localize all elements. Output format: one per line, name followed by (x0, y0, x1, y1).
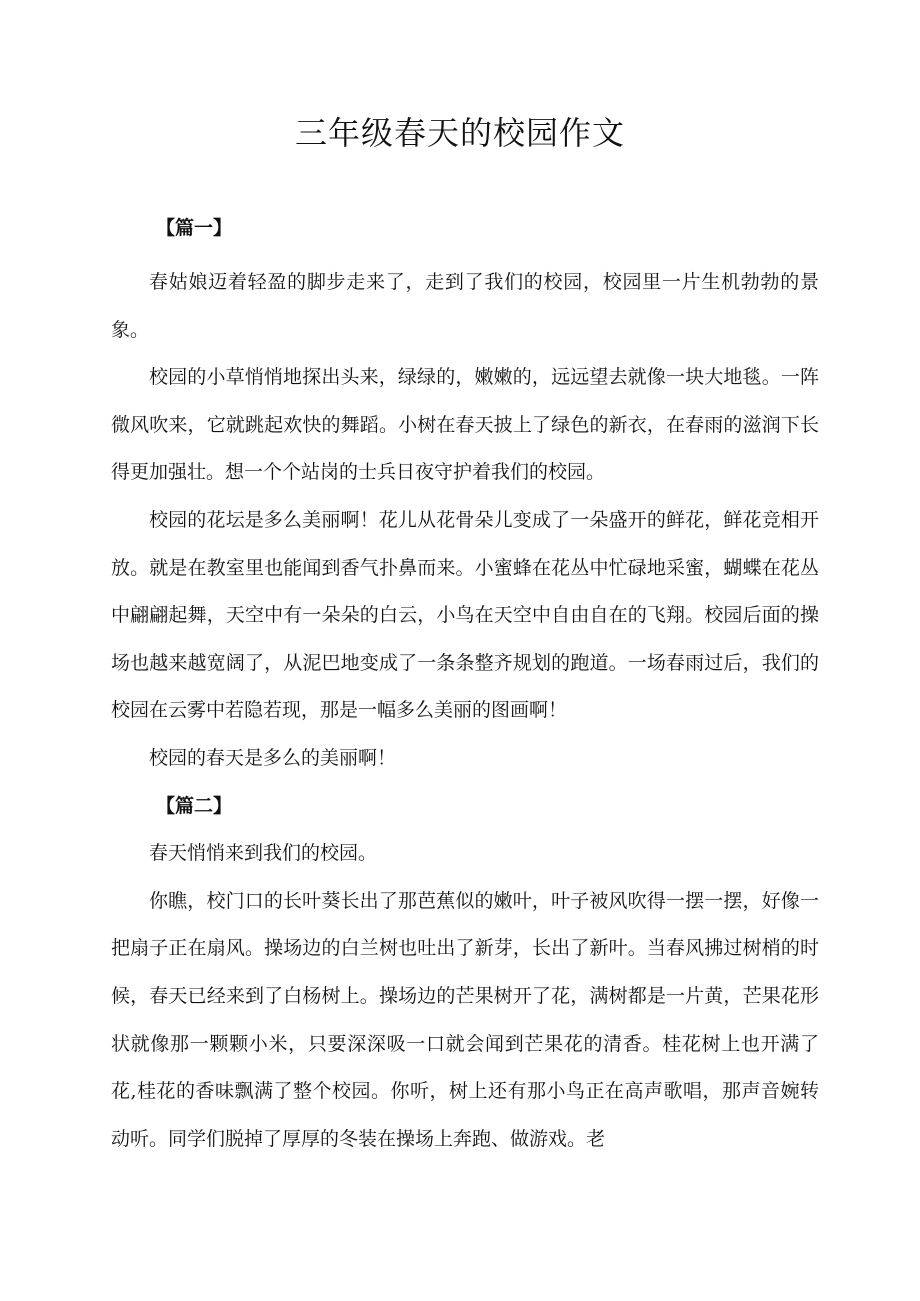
paragraph: 春姑娘迈着轻盈的脚步走来了，走到了我们的校园，校园里一片生机勃勃的景象。 (111, 271, 819, 341)
paragraph: 校园的春天是多么的美丽啊！ (149, 746, 397, 769)
section-heading-2: 【篇二】 (156, 794, 233, 817)
article-body (111, 259, 819, 1163)
paragraph: 校园的花坛是多么美丽啊！花儿从花骨朵儿变成了一朵盛开的鲜花，鲜花竞相开放。就是在教室里也能闻到香气扑鼻而来。小蜜蜂在花丛中忙碌地采蜜，蝴蝶在花丛中翩翩起舞，天空中有一朵朵的白云，小鸟在天空中自由自在的飞翔。校园后面的操场也越来越宽阔了，从泥巴地变成了一条条整齐规划的跑道。一场春雨过后，我们的校园在云雾中若隐若现，那是一幅多么美丽的图画啊！ (111, 508, 819, 722)
paragraph: 校园的小草悄悄地探出头来，绿绿的，嫩嫩的，远远望去就像一块大地毯。一阵微风吹来，它就跳起欢快的舞蹈。小树在春天披上了绿色的新衣，在春雨的滋润下长得更加强壮。想一个个站岗的士兵日夜守护着我们的校园。 (111, 366, 819, 484)
paragraph: 你瞧，校门口的长叶葵长出了那芭蕉似的嫩叶，叶子被风吹得一摆一摆，好像一把扇子正在扇风。操场边的白兰树也吐出了新芽，长出了新叶。当春风拂过树梢的时候，春天已经来到了白杨树上。操场边的芒果树开了花，满树都是一片黄，芒果花形状就像那一颗颗小米，只要深深吸一口就会闻到芒果花的清香。桂花树上也开满了花,桂花的香味飘满了整个校园。你听，树上还有那小鸟正在高声歌唱，那声音婉转动听。同学们脱掉了厚厚的冬装在操场上奔跑、做游戏。老 (111, 889, 819, 1150)
paragraph: 春天悄悄来到我们的校园。 (149, 842, 378, 865)
page-title: 三年级春天的校园作文 (294, 114, 625, 152)
section-heading-1: 【篇一】 (156, 217, 233, 239)
